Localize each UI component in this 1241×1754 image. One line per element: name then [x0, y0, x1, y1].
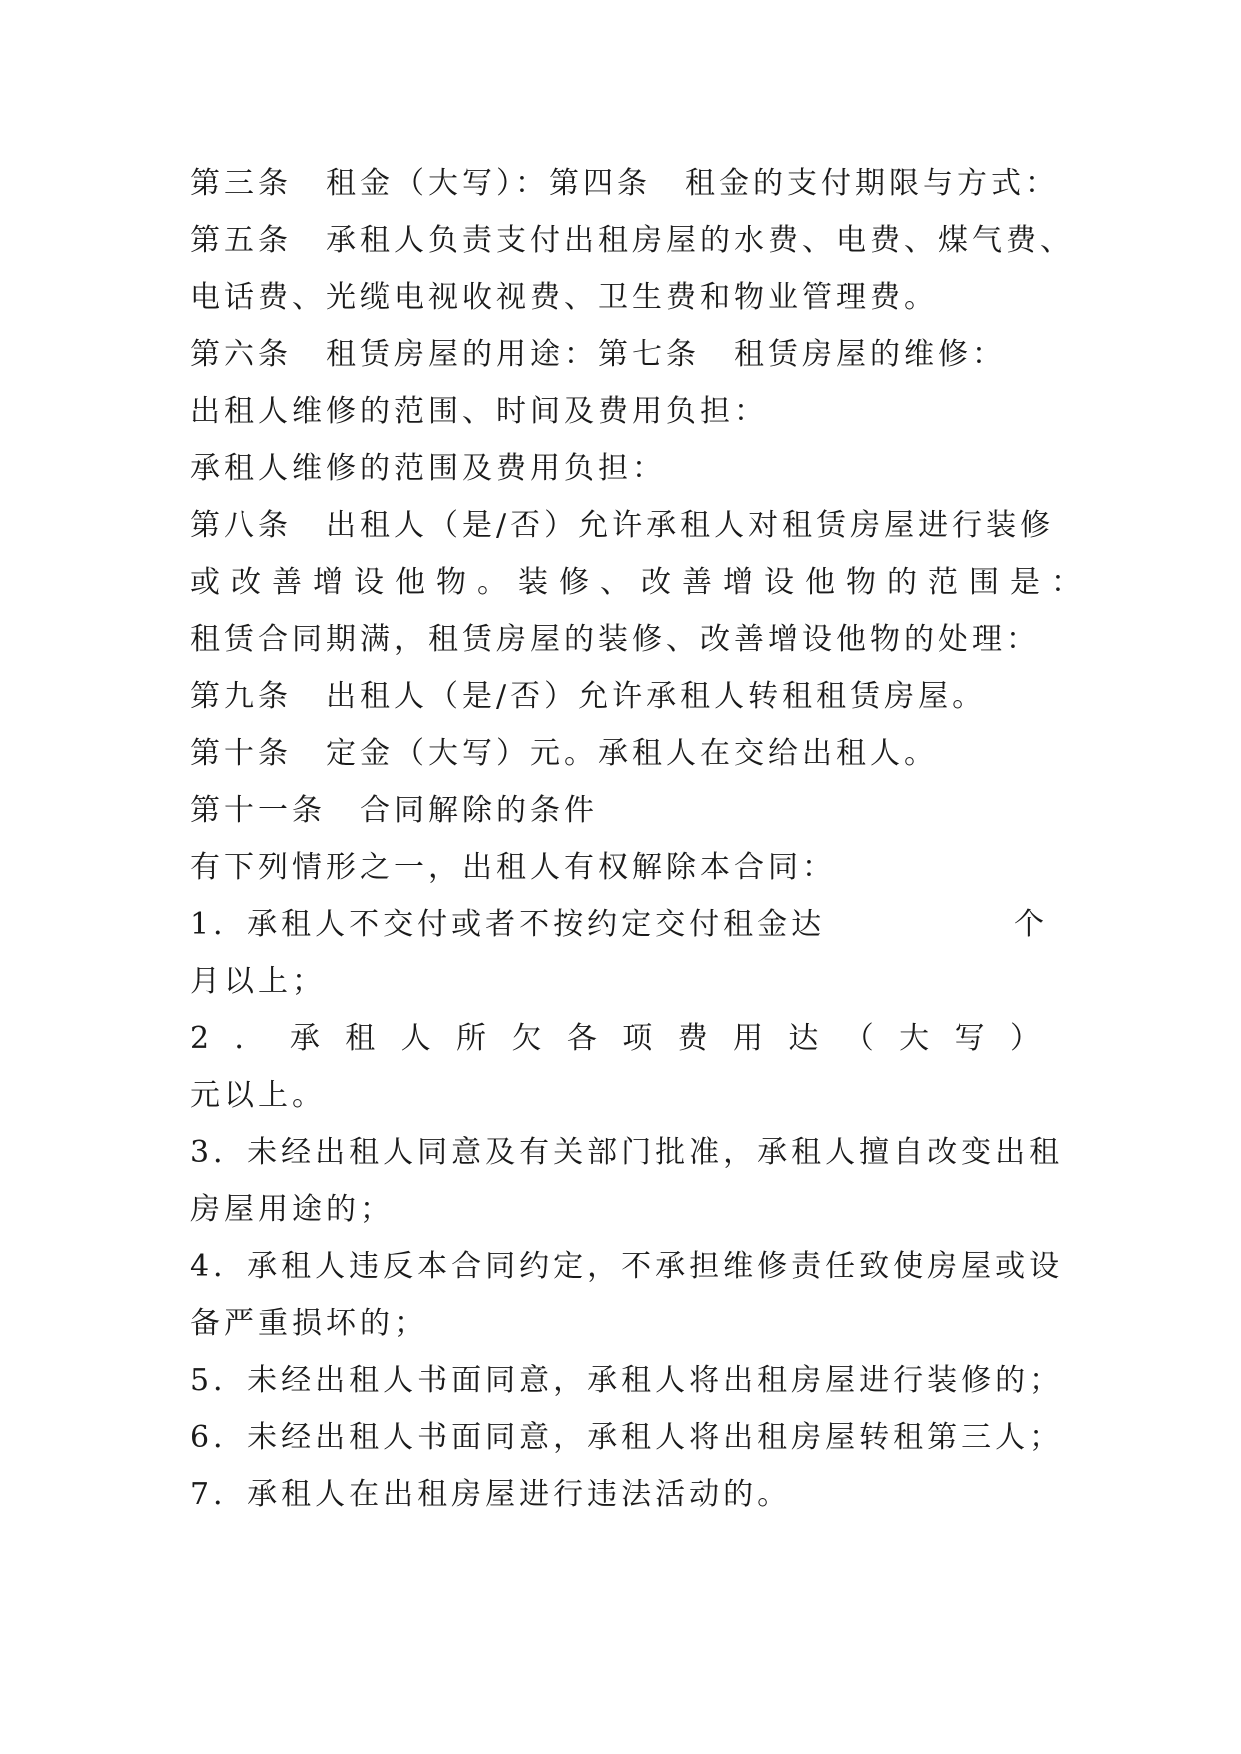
condition-2-part: 写 — [954, 1021, 985, 1056]
clause-8-line-3: 租赁合同期满，租赁房屋的装修、改善增设他物的处理： — [190, 622, 1040, 657]
condition-2-line-2: 元以上。 — [190, 1078, 326, 1113]
condition-2-part: （ — [843, 1021, 874, 1056]
clause-10-line: 第十条 定金（大写）元。承租人在交给出租人。 — [190, 736, 938, 771]
condition-1-unit: 个 — [1014, 907, 1048, 942]
condition-2-part: ） — [1009, 1021, 1040, 1056]
condition-2-part: 2 — [190, 1021, 210, 1056]
condition-5-line: 5．未经出租人书面同意，承租人将出租房屋进行装修的； — [190, 1363, 1064, 1398]
condition-2-part: 人 — [400, 1021, 431, 1056]
condition-4-line-1: 4．承租人违反本合同约定，不承担维修责任致使房屋或设 — [190, 1249, 1064, 1284]
condition-2-part: 各 — [566, 1021, 597, 1056]
clause-8-line-1: 第八条 出租人（是/否）允许承租人对租赁房屋进行装修 — [190, 508, 1055, 543]
condition-6-line: 6．未经出租人书面同意，承租人将出租房屋转租第三人； — [190, 1420, 1064, 1455]
clause-5-line-2: 电话费、光缆电视收视费、卫生费和物业管理费。 — [190, 280, 938, 315]
condition-1-line-1 — [190, 903, 1048, 947]
condition-2-part: 费 — [677, 1021, 708, 1056]
condition-2-part: 达 — [788, 1021, 819, 1056]
clause-11-heading: 第十一条 合同解除的条件 — [190, 793, 598, 828]
condition-2-part: 项 — [622, 1021, 653, 1056]
condition-1-text: 1．承租人不交付或者不按约定交付租金达 — [190, 907, 826, 942]
condition-4-line-2: 备严重损坏的； — [190, 1306, 428, 1341]
lessor-repair-line: 出租人维修的范围、时间及费用负担： — [190, 394, 768, 429]
condition-7-line: 7．承租人在出租房屋进行违法活动的。 — [190, 1477, 792, 1512]
clause-6-7-line: 第六条 租赁房屋的用途：第七条 租赁房屋的维修： — [190, 337, 1006, 372]
condition-2-part: 承 — [289, 1021, 320, 1056]
clause-11-intro: 有下列情形之一，出租人有权解除本合同： — [190, 850, 836, 885]
clause-9-line: 第九条 出租人（是/否）允许承租人转租租赁房屋。 — [190, 679, 987, 714]
condition-2-part: ． — [234, 1021, 265, 1056]
lessee-repair-line: 承租人维修的范围及费用负担： — [190, 451, 666, 486]
clause-3-4-line: 第三条 租金（大写）：第四条 租金的支付期限与方式： — [190, 166, 1059, 201]
condition-3-line-1: 3．未经出租人同意及有关部门批准，承租人擅自改变出租 — [190, 1135, 1064, 1170]
condition-2-part: 大 — [899, 1021, 930, 1056]
clause-8-line-2: 或改善增设他物。装修、改善增设他物的范围是： — [190, 565, 1092, 600]
condition-2-part: 用 — [733, 1021, 763, 1056]
condition-2-part: 租 — [345, 1021, 376, 1056]
condition-2-part: 所 — [456, 1021, 487, 1056]
condition-2-part: 欠 — [511, 1021, 542, 1056]
condition-3-line-2: 房屋用途的； — [190, 1192, 394, 1227]
clause-5-line-1: 第五条 承租人负责支付出租房屋的水费、电费、煤气费、 — [190, 223, 1074, 258]
condition-1-line-2: 月以上； — [190, 964, 326, 999]
condition-2-line-1 — [190, 1017, 1040, 1061]
